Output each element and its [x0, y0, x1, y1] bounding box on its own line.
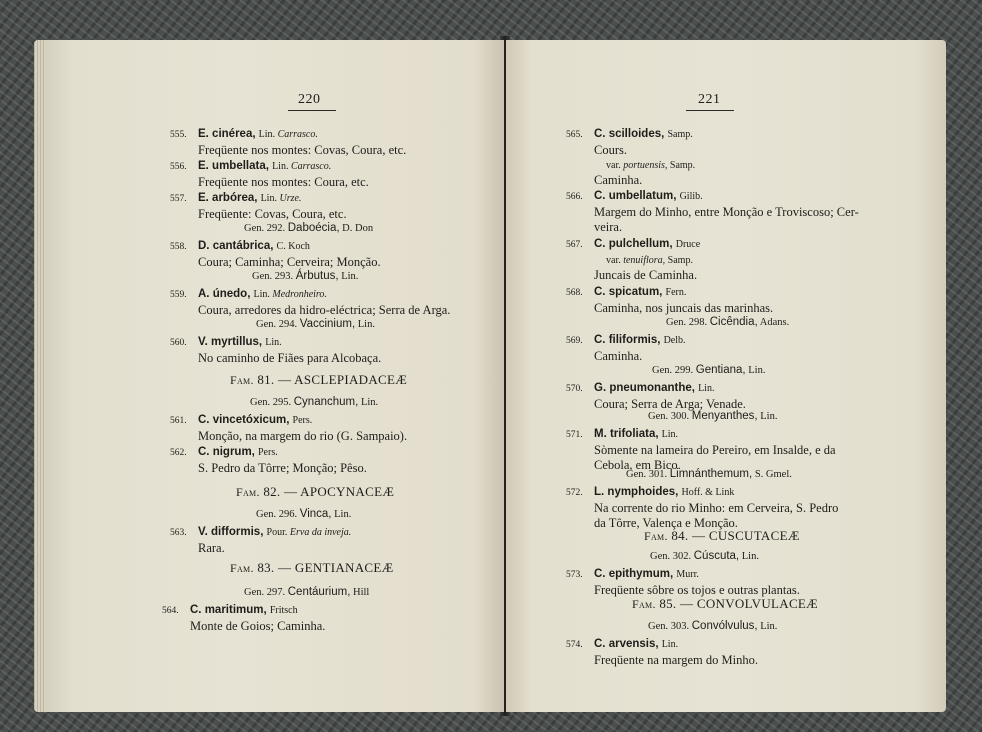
species-entry-560: 560. V. myrtillus, Lin. No caminho de Fiães para Alcobaça.	[170, 336, 382, 365]
species-entry-572: 572. L. nymphoides, Hoff. & Link Na corrente do rio Minho: em Cerveira, S. Pedro da Tôrre, Valença e Monção.	[566, 486, 839, 530]
right-page	[506, 40, 946, 712]
species-entry-563: 563. V. difformis, Pour. Erva da inveja. Rara.	[170, 526, 352, 555]
family-heading: Fam. 83. — GENTIANACEÆ	[230, 560, 394, 575]
genus-heading: Gen. 298. Cicêndia, Adans.	[666, 316, 790, 328]
page-number-rule	[686, 110, 734, 111]
species-entry-573: 573. C. epithymum, Murr. Freqüente sôbre os tojos e outras plantas.	[566, 568, 800, 597]
left-page	[34, 40, 504, 712]
species-entry-567: 567. C. pulchellum, Druce var. tenuiflora, Samp. Juncais de Caminha.	[566, 238, 701, 282]
genus-heading: Gen. 301. Limnánthemum, S. Gmel.	[626, 468, 792, 480]
family-heading: Fam. 85. — CONVOLVULACEÆ	[632, 596, 819, 611]
page-number: 221	[698, 92, 721, 107]
species-entry-568: 568. C. spicatum, Fern. Caminha, nos juncais das marinhas.	[566, 286, 774, 315]
species-entry-566: 566. C. umbellatum, Gilib. Margem do Minho, entre Monção e Troviscoso; Cer- veira.	[566, 190, 859, 234]
species-entry-564: 564. C. maritimum, Fritsch Monte de Goios; Caminha.	[162, 604, 326, 633]
species-entry-561: 561. C. vincetóxicum, Pers. Monção, na margem do rio (G. Sampaio).	[170, 414, 408, 443]
species-entry-558: 558. D. cantábrica, C. Koch Coura; Caminha; Cerveira; Monção.	[170, 240, 381, 269]
page-number: 220	[298, 92, 321, 107]
genus-heading: Gen. 295. Cynanchum, Lin.	[250, 396, 379, 408]
species-entry-570: 570. G. pneumonanthe, Lin. Coura; Serra de Arga; Venade.	[566, 382, 746, 411]
species-entry-557: 557. E. arbórea, Lin. Urze. Freqüente: Covas, Coura, etc.	[170, 192, 347, 221]
genus-heading: Gen. 299. Gentiana, Lin.	[652, 364, 766, 376]
genus-heading: Gen. 303. Convólvulus, Lin.	[648, 620, 778, 632]
species-entry-556: 556. E. umbellata, Lin. Carrasco. Freqüente nos montes: Coura, etc.	[170, 160, 369, 189]
species-entry-562: 562. C. nigrum, Pers. S. Pedro da Tôrre; Monção; Pêso.	[170, 446, 367, 475]
species-entry-555: 555. E. cinérea, Lin. Carrasco. Freqüente nos montes: Covas, Coura, etc.	[170, 128, 407, 157]
page-edges	[34, 40, 46, 712]
species-entry-571: 571. M. trifoliata, Lin. Sòmente na lameira do Pereiro, em Insalde, e da Cebola, em Bico.	[566, 428, 836, 472]
species-entry-574: 574. C. arvensis, Lin. Freqüente na margem do Minho.	[566, 638, 758, 667]
family-heading: Fam. 81. — ASCLEPIADACEÆ	[230, 372, 408, 387]
family-heading: Fam. 84. — CUSCUTACEÆ	[644, 528, 800, 543]
genus-heading: Gen. 294. Vaccinium, Lin.	[256, 318, 375, 330]
genus-heading: Gen. 302. Cúscuta, Lin.	[650, 550, 759, 562]
genus-heading: Gen. 297. Centáurium, Hill	[244, 586, 370, 598]
page-number-rule	[288, 110, 336, 111]
family-heading: Fam. 82. — APOCYNACEÆ	[236, 484, 395, 499]
species-entry-565: 565. C. scilloides, Samp. Cours. var. portuensis, Samp. Caminha.	[566, 128, 696, 187]
genus-heading: Gen. 300. Menyanthes, Lin.	[648, 410, 778, 422]
genus-heading: Gen. 293. Árbutus, Lin.	[252, 270, 359, 282]
species-entry-559: 559. A. únedo, Lin. Medronheiro. Coura, arredores da hidro-eléctrica; Serra de Arga.	[170, 288, 451, 317]
genus-heading: Gen. 296. Vinca, Lin.	[256, 508, 352, 520]
species-entry-569: 569. C. filiformis, Delb. Caminha.	[566, 334, 686, 363]
genus-heading: Gen. 292. Daboécia, D. Don	[244, 222, 374, 234]
